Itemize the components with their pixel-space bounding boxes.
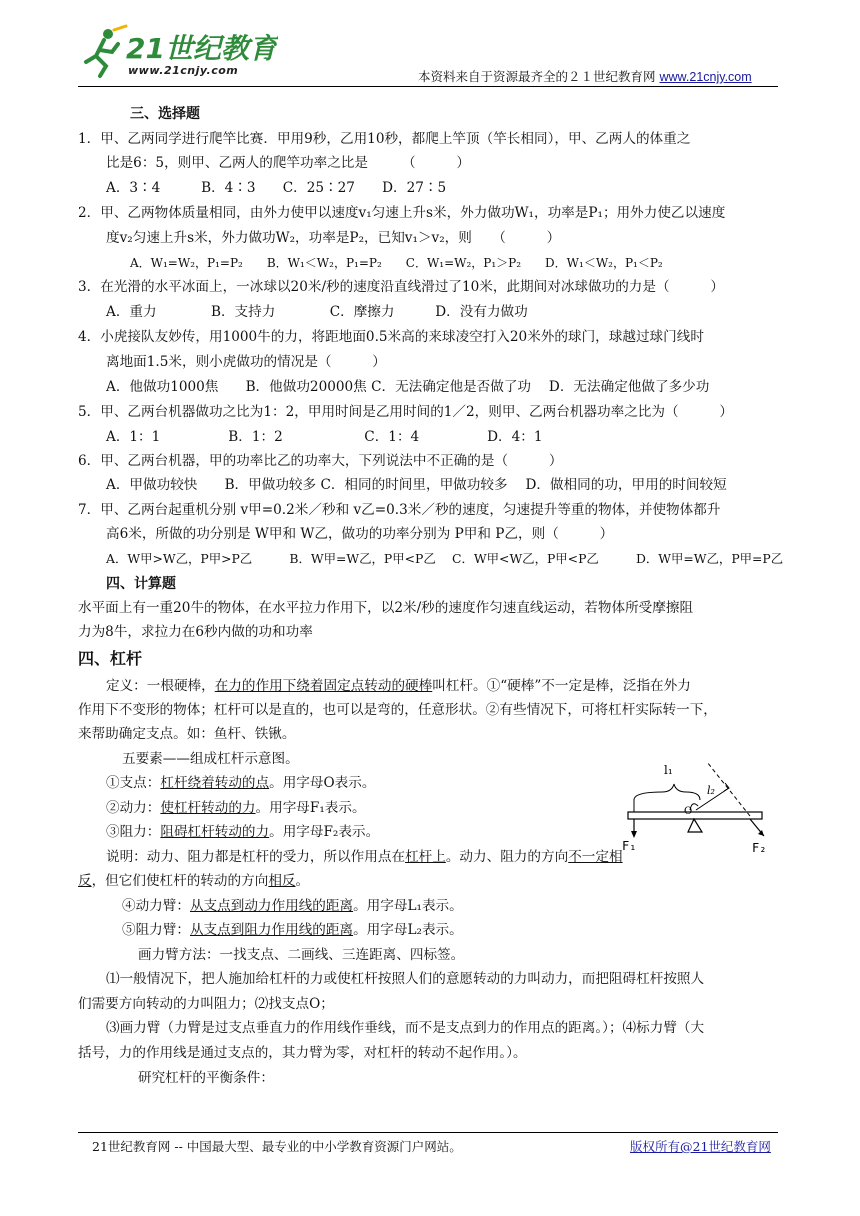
note-u1: 杠杆上 [405, 849, 446, 865]
q6-line1: 6．甲、乙两台机器，甲的功率比乙的功率大，下列说法中不正确的是（ ） [78, 453, 563, 469]
note-c: ，但它们使杠杆的转动的方向 [91, 873, 269, 889]
e4-underlined: 从支点到动力作用线的距离 [189, 898, 354, 914]
lever-note-line2 [78, 871, 309, 891]
lever-def-line3: 来帮助确定支点。如：鱼杆、铁锹。 [78, 726, 296, 742]
e2-label: ②动力： [106, 800, 161, 816]
footer-rule [78, 1132, 778, 1133]
e5-underlined: 从支点到阻力作用线的距离 [189, 922, 354, 938]
q6-options: A．甲做功较快 B．甲做功较多 C．相同的时间里，甲做功较多 D．做相同的功，甲用的时间较短 [106, 477, 727, 493]
q2-line1: 2．甲、乙两物体质量相同，由外力使甲以速度v₁匀速上升s米，外力做功W₁，功率是P₁；用外力使乙以速度 [78, 205, 726, 221]
e3-underlined: 阻碍杠杆转动的力 [160, 824, 270, 840]
header-source-link[interactable]: www.21cnjy.com [659, 70, 752, 84]
q1-line1: 1．甲、乙两同学进行爬竿比赛．甲用9秒，乙用10秒，都爬上竿顶（竿长相同），甲、乙两人的体重之 [78, 131, 691, 147]
q3-options: A．重力 B．支持力 C．摩擦力 D．没有力做功 [106, 304, 528, 320]
q2-options: A．W₁=W₂，P₁=P₂ B．W₁＜W₂，P₁=P₂ C．W₁=W₂，P₁＞P₂ D．W₁＜W₂，P₁＜P₂ [130, 256, 663, 270]
method-line: 画力臂方法：一找支点、二画线、三连距离、四标签。 [138, 947, 465, 963]
label-o: O [684, 806, 693, 817]
def-prefix: 定义：一根硬棒， [106, 678, 215, 694]
calc-line2: 力为8牛，求拉力在6秒内做的功和功率 [78, 624, 313, 640]
def-suffix: 叫杠杆。①“硬棒”不一定是棒，泛指在外力 [432, 678, 691, 694]
footer-copyright-link[interactable]: 版权所有@21世纪教育网 [630, 1139, 771, 1154]
note-b: 。动力、阻力的方向 [445, 849, 569, 865]
fulcrum-triangle [688, 819, 702, 832]
e2-suffix: 。用字母F₁表示。 [255, 800, 366, 816]
note-u3: 反 [78, 873, 92, 889]
q5-line1: 5．甲、乙两台机器做功之比为1：2，甲用时间是乙用时间的1／2，则甲、乙两台机器功率之比为（ ） [78, 404, 733, 420]
element-effort-arm [122, 896, 463, 916]
logo-main-text: 21世纪教育 [126, 32, 277, 65]
element-effort [106, 798, 366, 818]
note-u2: 不一定相 [568, 849, 623, 865]
e1-suffix: 。用字母O表示。 [269, 775, 376, 791]
section-calc-title: 四、计算题 [106, 576, 176, 592]
element-resistance-arm [122, 920, 463, 940]
footer-left: 21世纪教育网 -- 中国最大型、最专业的中小学教育资源门户网站。 [92, 1139, 462, 1154]
e1-underlined: 杠杆绕着转动的点 [160, 775, 270, 791]
method-step3-line2: 括号，力的作用线是通过支点的，其力臂为零，对杠杆的转动不起作用。）。 [78, 1045, 527, 1061]
method-step3-line1: ⑶画力臂（力臂是过支点垂直力的作用线作垂线，而不是支点到力的作用点的距离。）；⑷标力臂（大 [106, 1020, 705, 1036]
header-source [418, 67, 752, 85]
e4-suffix: 。用字母L₁表示。 [353, 898, 463, 914]
note-u4: 相反 [268, 873, 296, 889]
method-step1-line2: 们需要方向转动的力叫阻力；⑵找支点O； [78, 996, 334, 1012]
note-a: 说明：动力、阻力都是杠杆的受力，所以作用点在 [106, 849, 406, 865]
method-step1-line1: ⑴一般情况下，把人施加给杠杆的力或使杠杆按照人们的意愿转动的力叫动力，而把阻碍杠杆按照人 [106, 971, 705, 987]
e3-label: ③阻力： [106, 824, 161, 840]
q7-line2: 高6米，所做的功分别是 W甲和 W乙，做功的功率分别为 P甲和 P乙，则（ ） [106, 526, 614, 542]
logo-url: www.21cnjy.com [128, 64, 239, 77]
calc-line1: 水平面上有一重20牛的物体，在水平拉力作用下，以2米/秒的速度作匀速直线运动，若物体所受摩擦阻 [78, 600, 694, 616]
e5-label: ⑤阻力臂： [122, 922, 190, 938]
lever-def-line2: 作用下不变形的物体；杠杆可以是直的，也可以是弯的，任意形状。②有些情况下，可将杠杆实际转一下， [78, 702, 717, 718]
l1-brace [634, 784, 700, 800]
e2-underlined: 使杠杆转动的力 [160, 800, 256, 816]
e4-label: ④动力臂： [122, 898, 190, 914]
q1-line2: 比是6：5，则甲、乙两人的爬竿功率之比是 （ ） [106, 155, 470, 171]
q4-options: A．他做功1000焦 B．他做功20000焦 C．无法确定他是否做了功 D．无法确定他做了多少功 [106, 379, 710, 395]
q4-line2: 离地面1.5米，则小虎做功的情况是（ ） [106, 354, 386, 370]
q1-options: A．3∶4 B．4∶3 C．25∶27 D．27∶5 [106, 180, 447, 196]
note-d: 。 [295, 873, 310, 889]
element-fulcrum [106, 773, 375, 793]
lever-note-line1 [106, 847, 623, 867]
header-source-text: 本资料来自于资源最齐全的２１世纪教育网 [418, 69, 656, 84]
label-f2: F₂ [752, 841, 767, 854]
section-lever-title: 四、杠杆 [78, 649, 143, 668]
lever-five-elements: 五要素——组成杠杆示意图。 [122, 751, 299, 767]
lever-diagram [612, 744, 782, 854]
def-underlined: 在力的作用下绕着固定点转动的硬棒 [214, 678, 433, 694]
balance-condition: 研究杠杆的平衡条件： [138, 1070, 274, 1086]
e5-suffix: 。用字母L₂表示。 [353, 922, 463, 938]
lever-bar [628, 812, 762, 819]
element-resistance [106, 822, 379, 842]
q7-line1: 7．甲、乙两台起重机分别 v甲=0.2米／秒和 v乙=0.3米／秒的速度，匀速提升等重的物体，并使物体都升 [78, 502, 721, 518]
q7-options: A．W甲>W乙，P甲>P乙 B．W甲=W乙，P甲<P乙 C．W甲<W乙，P甲<P乙 D．W甲=W乙，P甲=P乙 [106, 551, 784, 566]
label-l1: l₁ [664, 763, 673, 777]
q5-options: A．1：1 B．1：2 C．1：4 D．4：1 [106, 429, 543, 445]
q3-line1: 3．在光滑的水平冰面上，一冰球以20米/秒的速度沿直线滑过了10米，此期间对冰球做功的力是（ ） [78, 279, 724, 295]
label-f1: F₁ [622, 839, 637, 853]
q2-line2: 度v₂匀速上升s米，外力做功W₂，功率是P₂，已知v₁＞v₂，则 （ ） [106, 230, 561, 246]
e3-suffix: 。用字母F₂表示。 [269, 824, 380, 840]
q4-line1: 4．小虎接队友妙传，用1000牛的力，将距地面0.5米高的来球凌空打入20米外的球门，球越过球门线时 [78, 329, 704, 345]
section-choice-title: 三、选择题 [130, 106, 200, 122]
label-l2: l₂ [707, 784, 715, 797]
lever-def-line1 [106, 676, 691, 696]
e1-label: ①支点： [106, 775, 161, 791]
header-rule [78, 86, 778, 87]
